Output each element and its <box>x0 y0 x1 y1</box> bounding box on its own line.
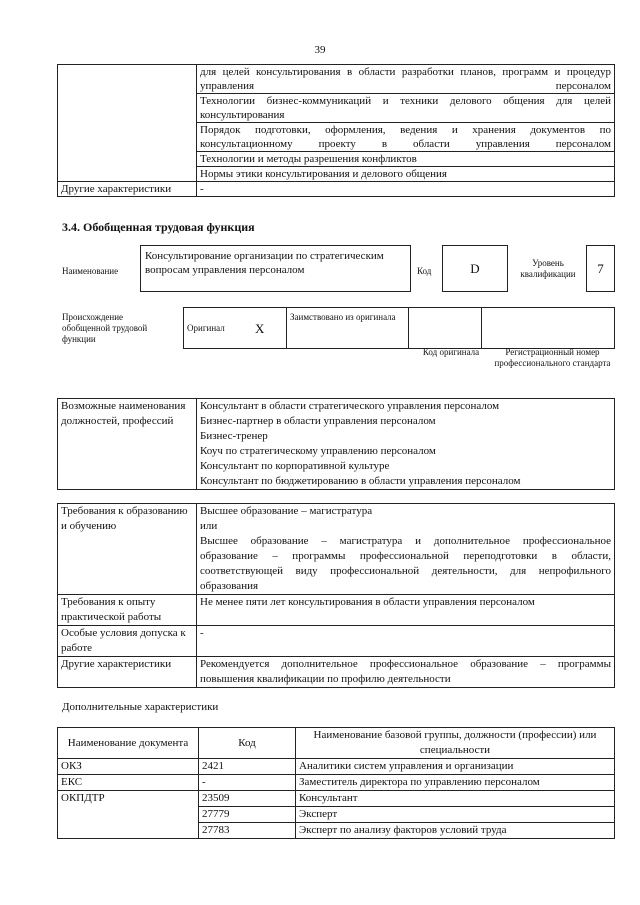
name-cell: Эксперт <box>296 807 615 823</box>
level-value: 7 <box>586 245 615 292</box>
education-value <box>197 504 615 595</box>
page-number: 39 <box>314 44 326 56</box>
special-conditions-label: Особые условия допуска к работе <box>58 626 197 657</box>
knowledge-item: Технологии бизнес-коммуникаций и техники делового общения для целей консультирования <box>197 94 615 123</box>
section-title: 3.4. Обобщенная трудовая функция <box>62 220 255 234</box>
extra-table <box>57 727 615 839</box>
table-row <box>58 791 615 807</box>
education-label: Требования к образованию и обучению <box>58 504 197 595</box>
position-item: Бизнес-партнер в области управления персоналом <box>200 415 436 427</box>
origin-table <box>183 307 615 349</box>
table-row <box>58 759 615 775</box>
original-label: Оригинал <box>184 308 253 349</box>
other-characteristics-label: Другие характеристики <box>58 182 197 197</box>
experience-value: Не менее пяти лет консультирования в области управления персоналом <box>197 595 615 626</box>
knowledge-item: Порядок подготовки, оформления, ведения и хранения документов по консультационному проекту в области управления персоналом <box>197 123 615 152</box>
position-item: Консультант по бюджетированию в области управления персоналом <box>200 475 521 487</box>
reg-number-caption: Регистрационный номер профессионального стандарта <box>494 347 611 368</box>
name-cell: Консультант <box>296 791 615 807</box>
origin-label: Происхождение обобщенной трудовой функции <box>62 312 148 344</box>
code-cell: 27783 <box>199 823 296 839</box>
positions-list <box>197 399 615 490</box>
empty-label-cell <box>58 65 197 182</box>
code-original-caption: Код оригинала <box>422 347 480 357</box>
code-cell: 2421 <box>199 759 296 775</box>
code-cell: - <box>199 775 296 791</box>
knowledge-item: Технологии и методы разрешения конфликтов <box>197 152 615 167</box>
doc-cell: ОКПДТР <box>58 791 199 839</box>
doc-cell: ЕКС <box>58 775 199 791</box>
header-name: Наименование базовой группы, должности (профессии) или специальности <box>296 728 615 759</box>
other-label: Другие характеристики <box>58 657 197 688</box>
level-label: Уровень квалификации <box>520 258 576 279</box>
knowledge-item: Нормы этики консультирования и делового общения <box>197 167 615 182</box>
name-label: Наименование <box>62 266 119 276</box>
function-name: Консультирование организации по стратегическим вопросам управления персоналом <box>140 245 411 292</box>
experience-label: Требования к опыту практической работы <box>58 595 197 626</box>
position-item: Консультант по корпоративной культуре <box>200 460 390 472</box>
special-conditions-value: - <box>197 626 615 657</box>
education-line: Высшее образование – магистратура <box>200 505 373 517</box>
requirements-table <box>57 503 615 688</box>
function-code: D <box>442 245 508 292</box>
other-value: Рекомендуется дополнительное профессиональное образование – программы повышения квалификации по профилю деятельности <box>197 657 615 688</box>
education-line: или <box>200 520 218 532</box>
doc-cell: ОКЗ <box>58 759 199 775</box>
origin-reg-cell <box>482 308 615 349</box>
header-doc: Наименование документа <box>58 728 199 759</box>
position-item: Бизнес-тренер <box>200 430 268 442</box>
position-item: Консультант в области стратегического управления персоналом <box>200 400 500 412</box>
borrowed-label: Заимствовано из оригинала <box>287 308 409 349</box>
knowledge-item: для целей консультирования в области разработки планов, программ и процедур управления персоналом <box>197 65 615 94</box>
education-line: Высшее образование – магистратура и дополнительное профессиональное образование – программы профессиональной переподготовки в области, соответствующей виду профессиональной деятельности, для непрофильного образования <box>200 535 611 592</box>
positions-label: Возможные наименования должностей, профессий <box>58 399 197 490</box>
name-cell: Аналитики систем управления и организации <box>296 759 615 775</box>
code-cell: 23509 <box>199 791 296 807</box>
origin-code-cell <box>409 308 482 349</box>
extra-title: Дополнительные характеристики <box>62 701 219 713</box>
name-cell: Эксперт по анализу факторов условий труда <box>296 823 615 839</box>
other-characteristics-value: - <box>197 182 615 197</box>
knowledge-table <box>57 64 615 197</box>
positions-table <box>57 398 615 490</box>
original-mark: X <box>252 308 287 349</box>
code-label: Код <box>417 266 432 276</box>
header-code: Код <box>199 728 296 759</box>
table-row <box>58 775 615 791</box>
code-cell: 27779 <box>199 807 296 823</box>
name-cell: Заместитель директора по управлению персоналом <box>296 775 615 791</box>
position-item: Коуч по стратегическому управлению персоналом <box>200 445 436 457</box>
